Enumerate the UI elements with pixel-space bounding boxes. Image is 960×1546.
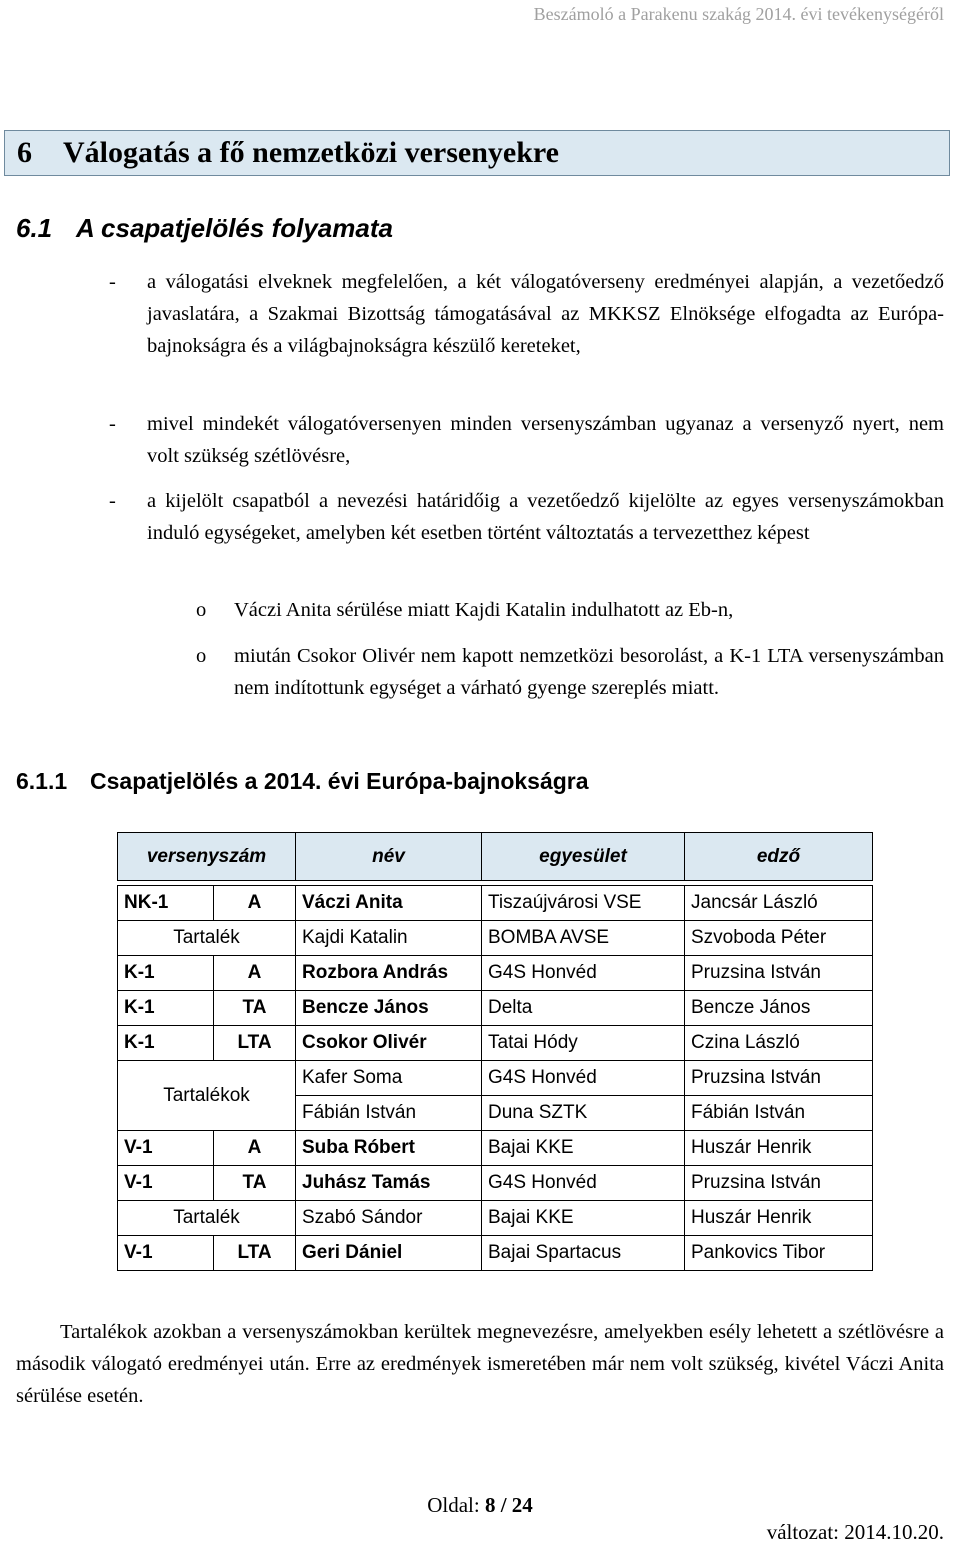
list-item	[109, 408, 944, 472]
sub-bullet-marker: o	[196, 599, 207, 621]
subsection-heading	[16, 213, 393, 244]
coach-cell: Szvoboda Péter	[685, 921, 873, 956]
boat-cell: V-1	[118, 1236, 214, 1271]
bullet-text: a kijelölt csapatból a nevezési határidőig a vezetőedző kijelölte az egyes versenyszámokban induló egységeket, amelyben két esetben történt változtatás a tervezetthez képest	[147, 490, 944, 544]
page-number: 8 / 24	[484, 1493, 533, 1517]
club-cell: Duna SZTK	[482, 1096, 685, 1131]
bullet-marker: -	[109, 490, 116, 512]
boat-cell: K-1	[118, 1026, 214, 1061]
class-cell: TA	[214, 991, 296, 1026]
club-cell: Tatai Hódy	[482, 1026, 685, 1061]
table-row	[118, 1201, 873, 1236]
club-cell: G4S Honvéd	[482, 1061, 685, 1096]
team-table	[117, 832, 873, 1271]
coach-cell: Pruzsina István	[685, 1166, 873, 1201]
boat-cell: K-1	[118, 991, 214, 1026]
bullet-marker: -	[109, 413, 116, 435]
bullet-text: a válogatási elveknek megfelelően, a két válogatóverseny eredményei alapján, a vezetőedző javaslatára, a Szakmai Bizottság támogatásával az MKKSZ Elnöksége elfogadta az Európa-bajnokságra és a világbajnokságra készülő kereteket,	[147, 271, 944, 357]
club-cell: Delta	[482, 991, 685, 1026]
table-row	[118, 1026, 873, 1061]
section-title: Válogatás a fő nemzetközi versenyekre	[63, 136, 559, 169]
name-cell: Suba Róbert	[296, 1131, 482, 1166]
list-item	[109, 485, 944, 549]
page-footer	[0, 1493, 960, 1518]
running-header: Beszámoló a Parakenu szakág 2014. évi tevékenységéről	[533, 4, 944, 24]
reserve-label-cell: Tartalék	[118, 921, 296, 956]
coach-cell: Fábián István	[685, 1096, 873, 1131]
club-cell: Bajai KKE	[482, 1131, 685, 1166]
boat-cell: V-1	[118, 1166, 214, 1201]
name-cell: Kafer Soma	[296, 1061, 482, 1096]
reserve-label-cell: Tartalék	[118, 1201, 296, 1236]
page-label: Oldal:	[427, 1493, 480, 1517]
subsubsection-heading	[16, 768, 589, 795]
table-row	[118, 886, 873, 921]
club-cell: Tiszaújvárosi VSE	[482, 886, 685, 921]
club-cell: G4S Honvéd	[482, 1166, 685, 1201]
sub-list-item	[196, 594, 944, 626]
version-label: változat: 2014.10.20.	[766, 1520, 944, 1544]
sub-list-item	[196, 640, 944, 704]
name-cell: Bencze János	[296, 991, 482, 1026]
coach-cell: Pruzsina István	[685, 956, 873, 991]
class-cell: LTA	[214, 1026, 296, 1061]
table-row	[118, 1061, 873, 1096]
class-cell: A	[214, 1131, 296, 1166]
table-row	[118, 1131, 873, 1166]
coach-cell: Czina László	[685, 1026, 873, 1061]
boat-cell: NK-1	[118, 886, 214, 921]
subsection-title: A csapatjelölés folyamata	[76, 213, 393, 243]
section-heading	[4, 130, 950, 176]
reserve-label-cell: Tartalékok	[118, 1061, 296, 1131]
table-row	[118, 991, 873, 1026]
column-header-club: egyesület	[482, 833, 685, 881]
name-cell: Kajdi Katalin	[296, 921, 482, 956]
name-cell: Rozbora András	[296, 956, 482, 991]
coach-cell: Huszár Henrik	[685, 1201, 873, 1236]
section-number: 6	[17, 136, 32, 169]
club-cell: Bajai Spartacus	[482, 1236, 685, 1271]
club-cell: Bajai KKE	[482, 1201, 685, 1236]
coach-cell: Huszár Henrik	[685, 1131, 873, 1166]
name-cell: Váczi Anita	[296, 886, 482, 921]
club-cell: G4S Honvéd	[482, 956, 685, 991]
name-cell: Szabó Sándor	[296, 1201, 482, 1236]
coach-cell: Pankovics Tibor	[685, 1236, 873, 1271]
boat-cell: V-1	[118, 1131, 214, 1166]
column-header-event: versenyszám	[118, 833, 296, 881]
table-row	[118, 1236, 873, 1271]
name-cell: Fábián István	[296, 1096, 482, 1131]
subsubsection-title: Csapatjelölés a 2014. évi Európa-bajnokságra	[90, 768, 589, 794]
class-cell: LTA	[214, 1236, 296, 1271]
coach-cell: Jancsár László	[685, 886, 873, 921]
name-cell: Csokor Olivér	[296, 1026, 482, 1061]
sub-bullet-text: Váczi Anita sérülése miatt Kajdi Katalin indulhatott az Eb-n,	[234, 599, 734, 621]
column-header-coach: edző	[685, 833, 873, 881]
table-row	[118, 1166, 873, 1201]
column-header-name: név	[296, 833, 482, 881]
table-header-row	[118, 833, 873, 881]
boat-cell: K-1	[118, 956, 214, 991]
class-cell: A	[214, 956, 296, 991]
closing-paragraph: Tartalékok azokban a versenyszámokban kerültek megnevezésre, amelyekben esély lehetett a szétlövésre a második válogató eredményei után. Erre az eredmények ismeretében már nem volt szükség, kivétel Váczi Anita sérülése esetén.	[16, 1321, 944, 1407]
bullet-marker: -	[109, 271, 116, 293]
club-cell: BOMBA AVSE	[482, 921, 685, 956]
sub-bullet-text: miután Csokor Olivér nem kapott nemzetközi besorolást, a K-1 LTA versenyszámban nem indítottunk egységet a várható gyenge szereplés miatt.	[234, 645, 944, 699]
list-item	[109, 266, 944, 362]
table-row	[118, 921, 873, 956]
coach-cell: Bencze János	[685, 991, 873, 1026]
table-row	[118, 956, 873, 991]
sub-bullet-marker: o	[196, 645, 207, 667]
bullet-text: mivel mindekét válogatóversenyen minden versenyszámban ugyanaz a versenyző nyert, nem volt szükség szétlövésre,	[147, 413, 944, 467]
name-cell: Geri Dániel	[296, 1236, 482, 1271]
subsection-number: 6.1	[16, 213, 53, 243]
subsubsection-number: 6.1.1	[16, 768, 68, 794]
class-cell: A	[214, 886, 296, 921]
name-cell: Juhász Tamás	[296, 1166, 482, 1201]
coach-cell: Pruzsina István	[685, 1061, 873, 1096]
class-cell: TA	[214, 1166, 296, 1201]
